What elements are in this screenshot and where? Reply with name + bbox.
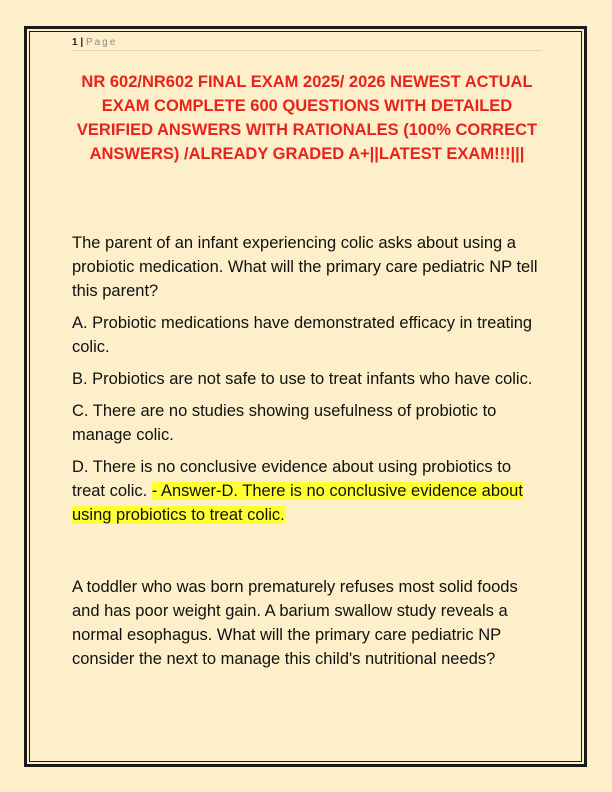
question-spacer bbox=[72, 535, 542, 575]
page-number: 1 bbox=[72, 37, 78, 48]
page-separator: | bbox=[80, 37, 84, 48]
question-2-stem: A toddler who was born prematurely refuses most solid foods and has poor weight gain. A barium swallow study reveals a normal esophagus. What will the primary care pediatric NP consider the next to manage this child's nutritional needs? bbox=[72, 578, 518, 668]
page-header bbox=[72, 37, 542, 51]
document-title: NR 602/NR602 FINAL EXAM 2025/ 2026 NEWEST ACTUAL EXAM COMPLETE 600 QUESTIONS WITH DETAILED VERIFIED ANSWERS WITH RATIONALES (100% CORRECT ANSWERS) /ALREADY GRADED A+||LATEST EXAM!!!||| bbox=[76, 73, 538, 163]
question-1-option-d: D. There is no conclusive evidence about using probiotics to treat colic. bbox=[72, 458, 512, 500]
question-1-stem: The parent of an infant experiencing colic asks about using a probiotic medication. What will the primary care pediatric NP tell this parent? bbox=[72, 234, 538, 300]
page-label: Page bbox=[85, 37, 118, 48]
question-1-option-a: A. Probiotic medications have demonstrated efficacy in treating colic. bbox=[72, 314, 533, 356]
question-1-option-c: C. There are no studies showing usefulness of probiotic to manage colic. bbox=[72, 402, 497, 444]
question-1-answer: - Answer-D. There is no conclusive evidence about using probiotics to treat colic. bbox=[72, 482, 523, 524]
question-1-option-b: B. Probiotics are not safe to use to treat infants who have colic. bbox=[72, 370, 533, 388]
question-content bbox=[72, 231, 542, 679]
question-1-option-d-with-answer bbox=[72, 455, 542, 527]
